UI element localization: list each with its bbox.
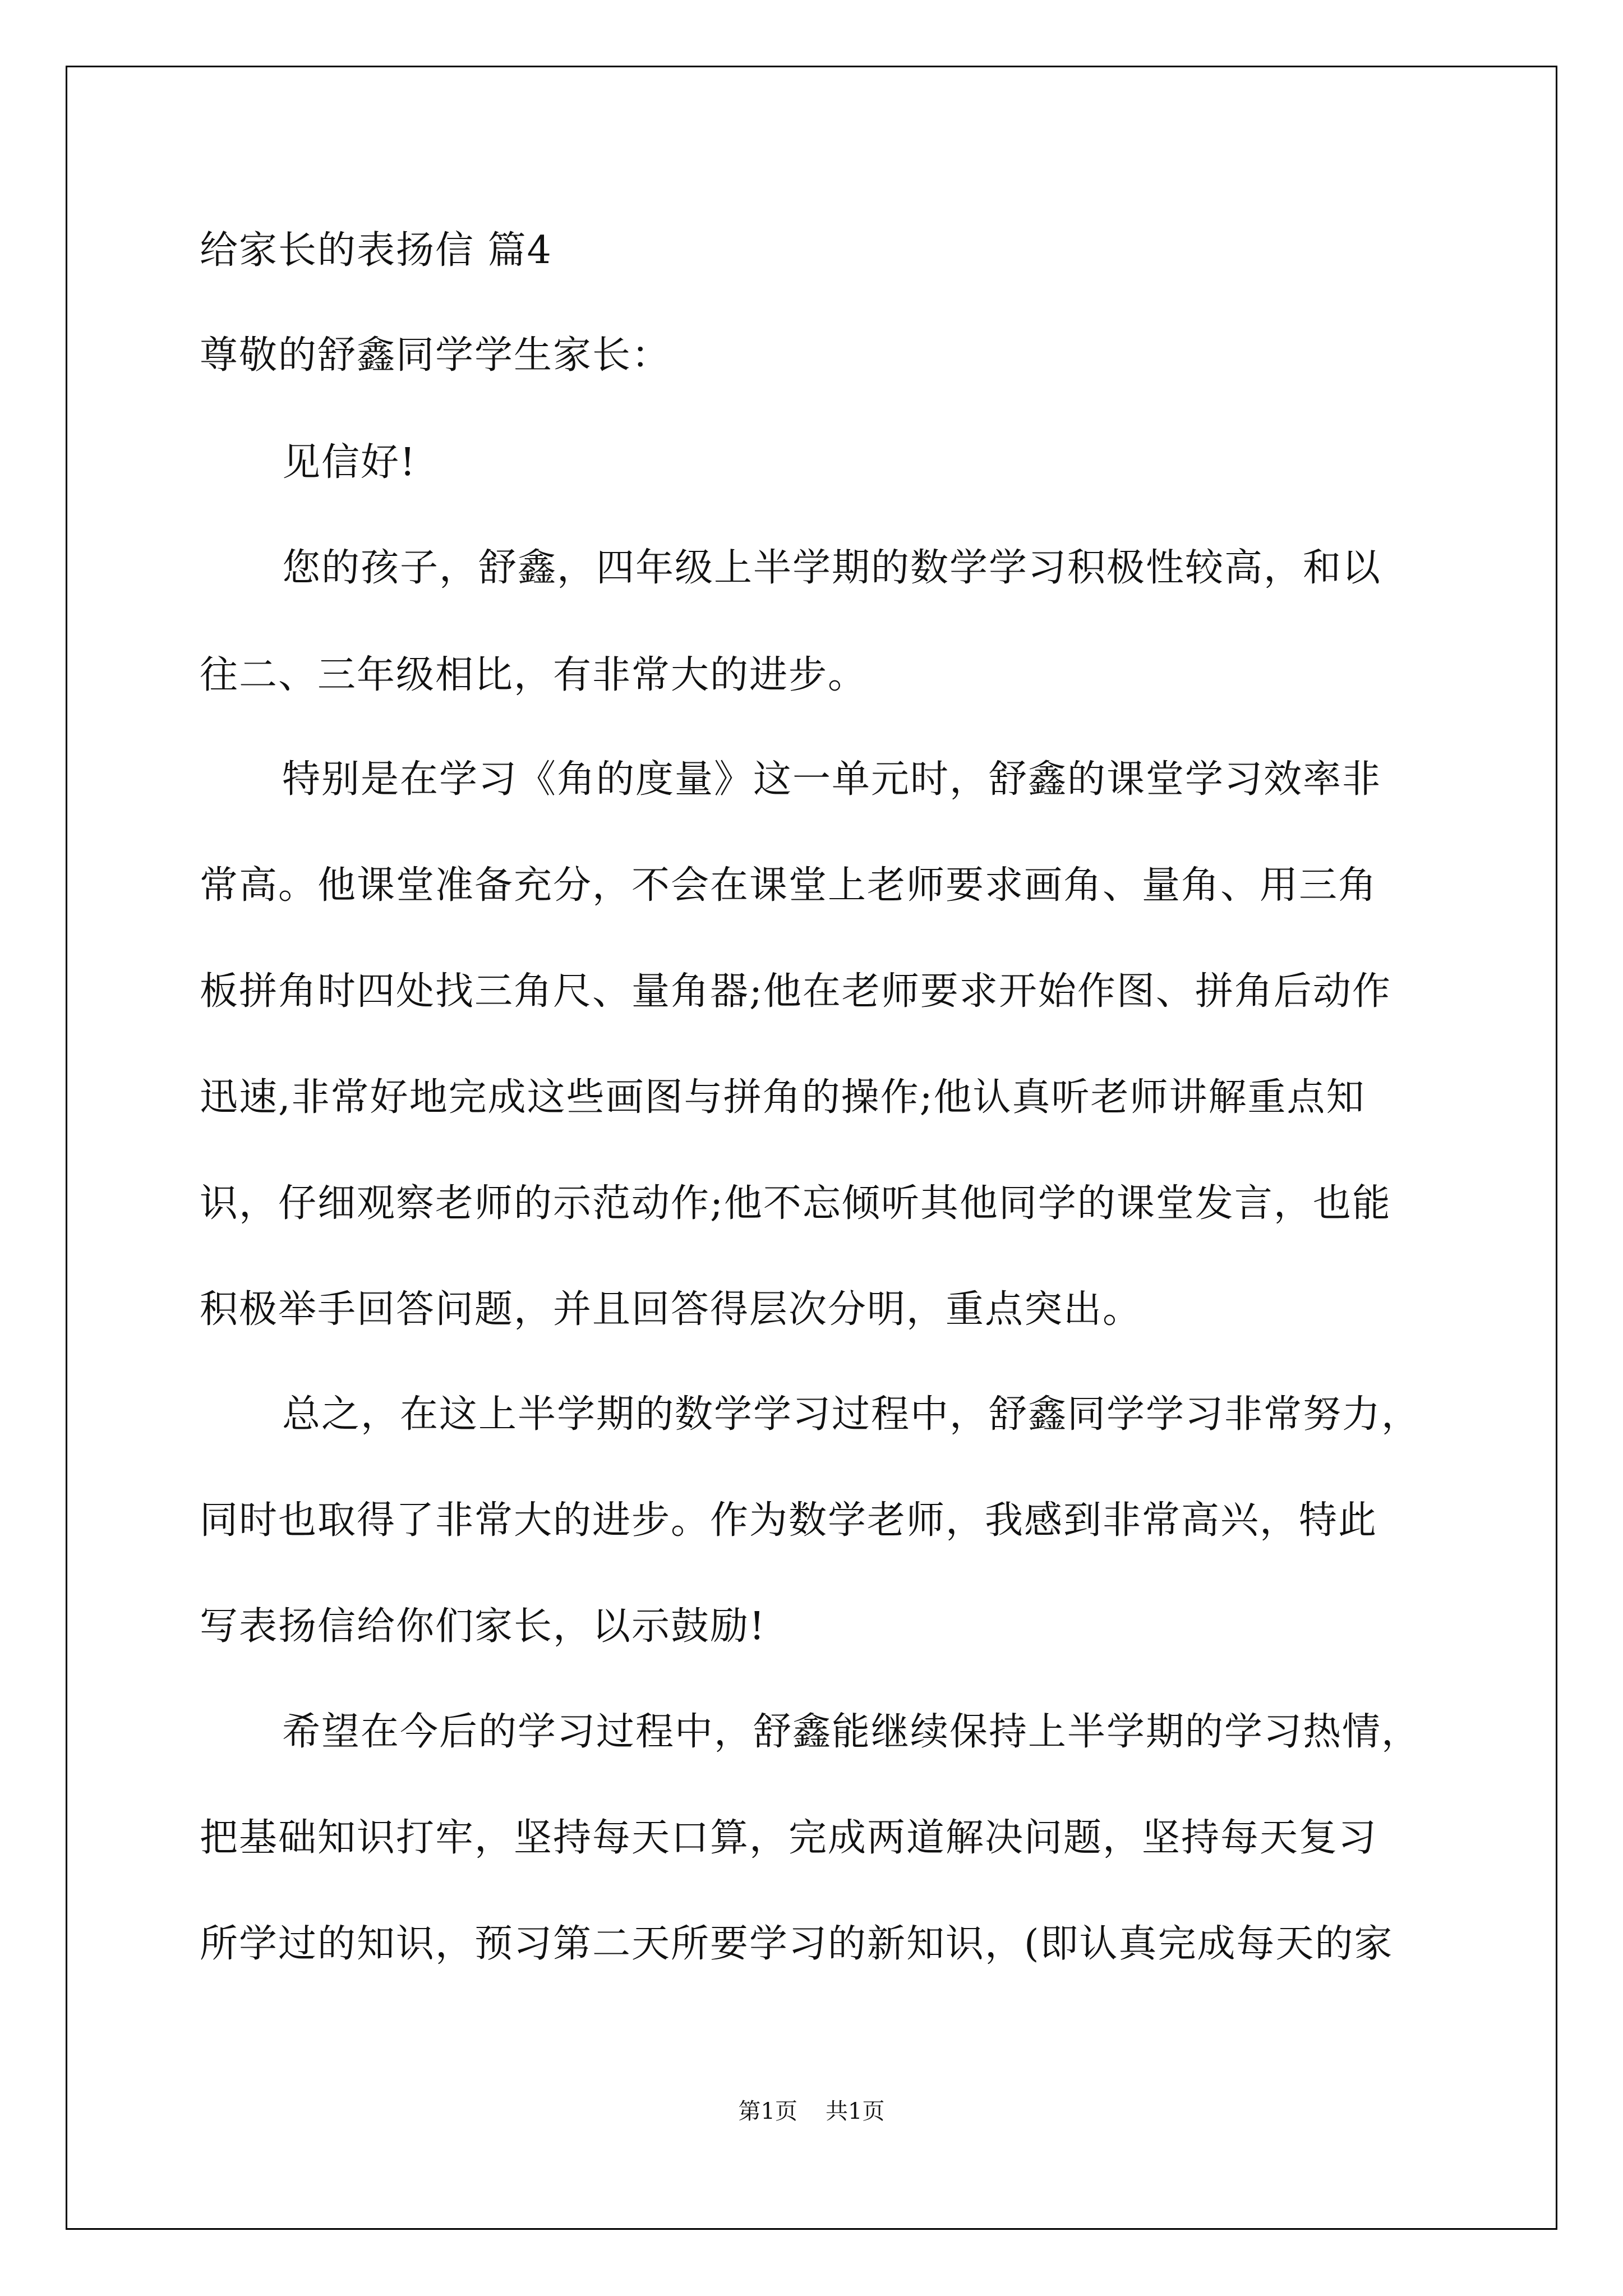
body-line: 积极举手回答问题，并且回答得层次分明，重点突出。 [200,1287,1142,1332]
body-line: 迅速,非常好地完成这些画图与拼角的操作;他认真听老师讲解重点知 [200,1075,1366,1120]
body-line: 识，仔细观察老师的示范动作;他不忘倾听其他同学的课堂发言，也能 [200,1181,1391,1226]
body-line: 把基础知识打牢，坚持每天口算，完成两道解决问题，坚持每天复习 [200,1816,1378,1860]
page-border [66,66,1557,2230]
page-total: 共1页 [826,2099,885,2124]
greeting: 见信好! [282,440,417,485]
body-line: 所学过的知识，预习第二天所要学习的新知识，(即认真完成每天的家 [200,1922,1394,1966]
body-line: 往二、三年级相比，有非常大的进步。 [200,653,868,697]
salutation: 尊敬的舒鑫同学学生家长： [200,333,671,378]
body-line: 板拼角时四处找三角尺、量角器;他在老师要求开始作图、拼角后动作 [200,969,1391,1014]
page-number: 第1页 [738,2099,797,2124]
document-title: 给家长的表扬信 篇4 [200,228,552,273]
body-line: 同时也取得了非常大的进步。作为数学老师，我感到非常高兴，特此 [200,1498,1378,1543]
body-line: 写表扬信给你们家长，以示鼓励! [200,1604,766,1649]
body-line: 特别是在学习《角的度量》这一单元时，舒鑫的课堂学习效率非 [282,757,1382,802]
body-line: 希望在今后的学习过程中，舒鑫能继续保持上半学期的学习热情， [282,1710,1421,1754]
body-line: 您的孩子，舒鑫，四年级上半学期的数学学习积极性较高，和以 [282,546,1382,590]
body-line: 总之，在这上半学期的数学学习过程中，舒鑫同学学习非常努力， [282,1392,1421,1437]
page-footer [0,2100,1623,2123]
body-line: 常高。他课堂准备充分，不会在课堂上老师要求画角、量角、用三角 [200,863,1378,908]
